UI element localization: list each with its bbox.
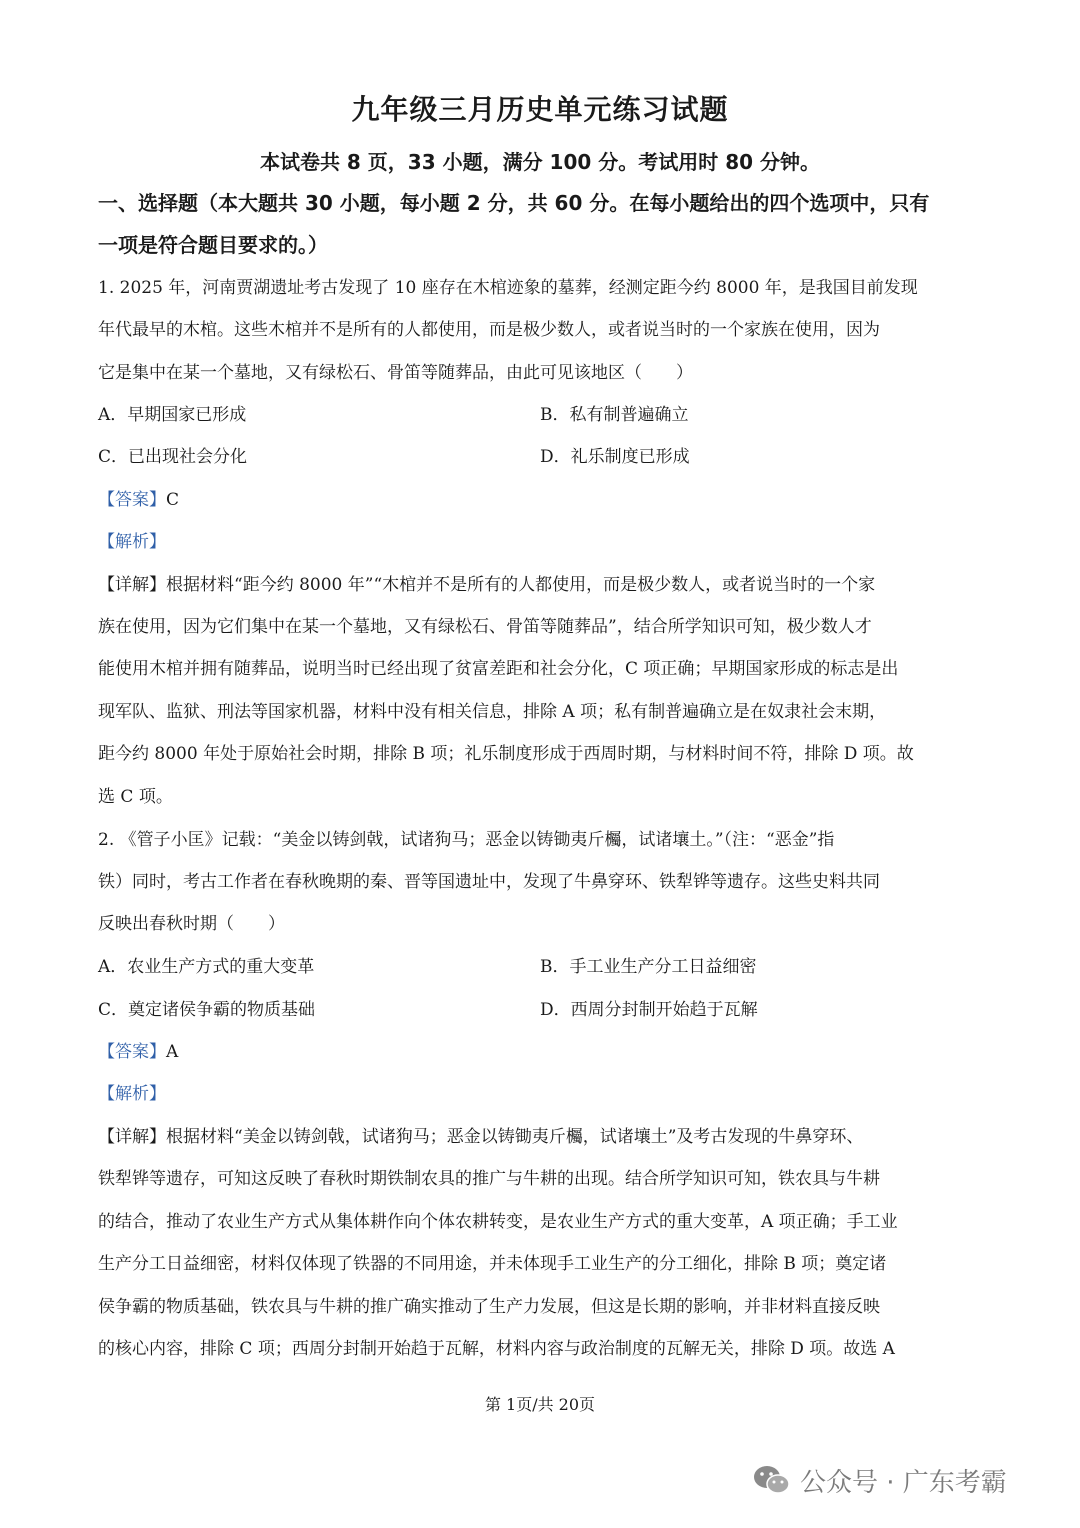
q2-option-a: A．农业生产方式的重大变革 (98, 957, 315, 977)
q2-option-c: C．奠定诸侯争霸的物质基础 (98, 1000, 316, 1020)
answer-tag: 【答案】 (98, 1042, 166, 1062)
q1-stem-line: 它是集中在某一个墓地，又有绿松石、骨笛等随葬品，由此可见该地区（ ） (98, 363, 693, 383)
q2-stem-line: 2. 《管子小匡》记载：“美金以铸剑戟，试诸狗马；恶金以铸锄夷斤欘，试诸壤土。”（注：“恶金”指 (98, 830, 835, 850)
watermark (752, 1460, 1007, 1500)
q2-analysis (98, 1081, 988, 1107)
q2-stem-line: 反映出春秋时期（ ） (98, 914, 285, 934)
q2-option-b: B．手工业生产分工日益细密 (540, 957, 757, 977)
exam-subtitle: 本试卷共 8 页，33 小题，满分 100 分。考试用时 80 分钟。 (259, 150, 821, 174)
analysis-tag: 【解析】 (98, 532, 166, 552)
answer-value: A (166, 1042, 179, 1062)
q1-detail-line: 能使用木棺并拥有随葬品，说明当时已经出现了贫富差距和社会分化，C 项正确；早期国家形成的标志是出 (98, 659, 899, 679)
detail-tag: 【详解】 (98, 1127, 166, 1147)
page-title: 九年级三月历史单元练习试题 (351, 93, 729, 126)
q2-detail-line: 的核心内容，排除 C 项；西周分封制开始趋于瓦解，材料内容与政治制度的瓦解无关，排除 D 项。故选 A (98, 1339, 895, 1359)
detail-tag: 【详解】 (98, 575, 166, 595)
wechat-icon (752, 1463, 792, 1497)
answer-tag: 【答案】 (98, 490, 166, 510)
watermark-text: 公众号 · 广东考霸 (800, 1467, 1007, 1498)
q1-detail-line: 选 C 项。 (98, 787, 173, 807)
q1-answer (98, 487, 988, 513)
analysis-tag: 【解析】 (98, 1084, 166, 1104)
q1-stem-line: 1. 2025 年，河南贾湖遗址考古发现了 10 座存在木棺迹象的墓葬，经测定距今约 8000 年，是我国目前发现 (98, 278, 918, 298)
q2-detail-line: 铁犁铧等遗存，可知这反映了春秋时期铁制农具的推广与牛耕的出现。结合所学知识可知，铁农具与牛耕 (98, 1169, 880, 1189)
page-number: 第 1页/共 20页 (484, 1395, 596, 1414)
detail-text: 根据材料“距今约 8000 年”“木棺并不是所有的人都使用，而是极少数人，或者说当时的一个家 (166, 575, 876, 595)
q1-option-a: A．早期国家已形成 (98, 405, 247, 425)
section-heading-line-1: 一、选择题（本大题共 30 小题，每小题 2 分，共 60 分。在每小题给出的四个选项中，只有 (98, 191, 930, 215)
answer-value: C (166, 490, 180, 510)
q2-detail-line: 生产分工日益细密，材料仅体现了铁器的不同用途，并未体现手工业生产的分工细化，排除 B 项；奠定诸 (98, 1254, 887, 1274)
detail-text: 根据材料“美金以铸剑戟，试诸狗马；恶金以铸锄夷斤欘，试诸壤土”及考古发现的牛鼻穿环、 (166, 1127, 864, 1147)
q2-detail-line: 的结合，推动了农业生产方式从集体耕作向个体农耕转变，是农业生产方式的重大变革，A 项正确；手工业 (98, 1212, 898, 1232)
q1-option-b: B．私有制普遍确立 (540, 405, 689, 425)
q2-detail-line (98, 1124, 988, 1150)
q1-detail-line: 现军队、监狱、刑法等国家机器，材料中没有相关信息，排除 A 项；私有制普遍确立是在奴隶社会末期， (98, 702, 887, 722)
q1-detail-line (98, 572, 988, 598)
q1-detail-line: 族在使用，因为它们集中在某一个墓地，又有绿松石、骨笛等随葬品”，结合所学知识可知，极少数人才 (98, 617, 872, 637)
q2-option-d: D．西周分封制开始趋于瓦解 (540, 1000, 758, 1020)
q1-option-d: D．礼乐制度已形成 (540, 447, 690, 467)
section-heading-line-2: 一项是符合题目要求的。） (98, 233, 328, 257)
q2-detail-line: 侯争霸的物质基础，铁农具与牛耕的推广确实推动了生产力发展，但这是长期的影响，并非材料直接反映 (98, 1297, 880, 1317)
q2-stem-line: 铁）同时，考古工作者在春秋晚期的秦、晋等国遗址中，发现了牛鼻穿环、铁犁铧等遗存。这些史料共同 (98, 872, 880, 892)
q2-answer (98, 1039, 988, 1065)
q1-detail-line: 距今约 8000 年处于原始社会时期，排除 B 项；礼乐制度形成于西周时期，与材料时间不符，排除 D 项。故 (98, 744, 914, 764)
q1-analysis (98, 529, 988, 555)
q1-option-c: C．已出现社会分化 (98, 447, 248, 467)
q1-stem-line: 年代最早的木棺。这些木棺并不是所有的人都使用，而是极少数人，或者说当时的一个家族在使用，因为 (98, 320, 880, 340)
